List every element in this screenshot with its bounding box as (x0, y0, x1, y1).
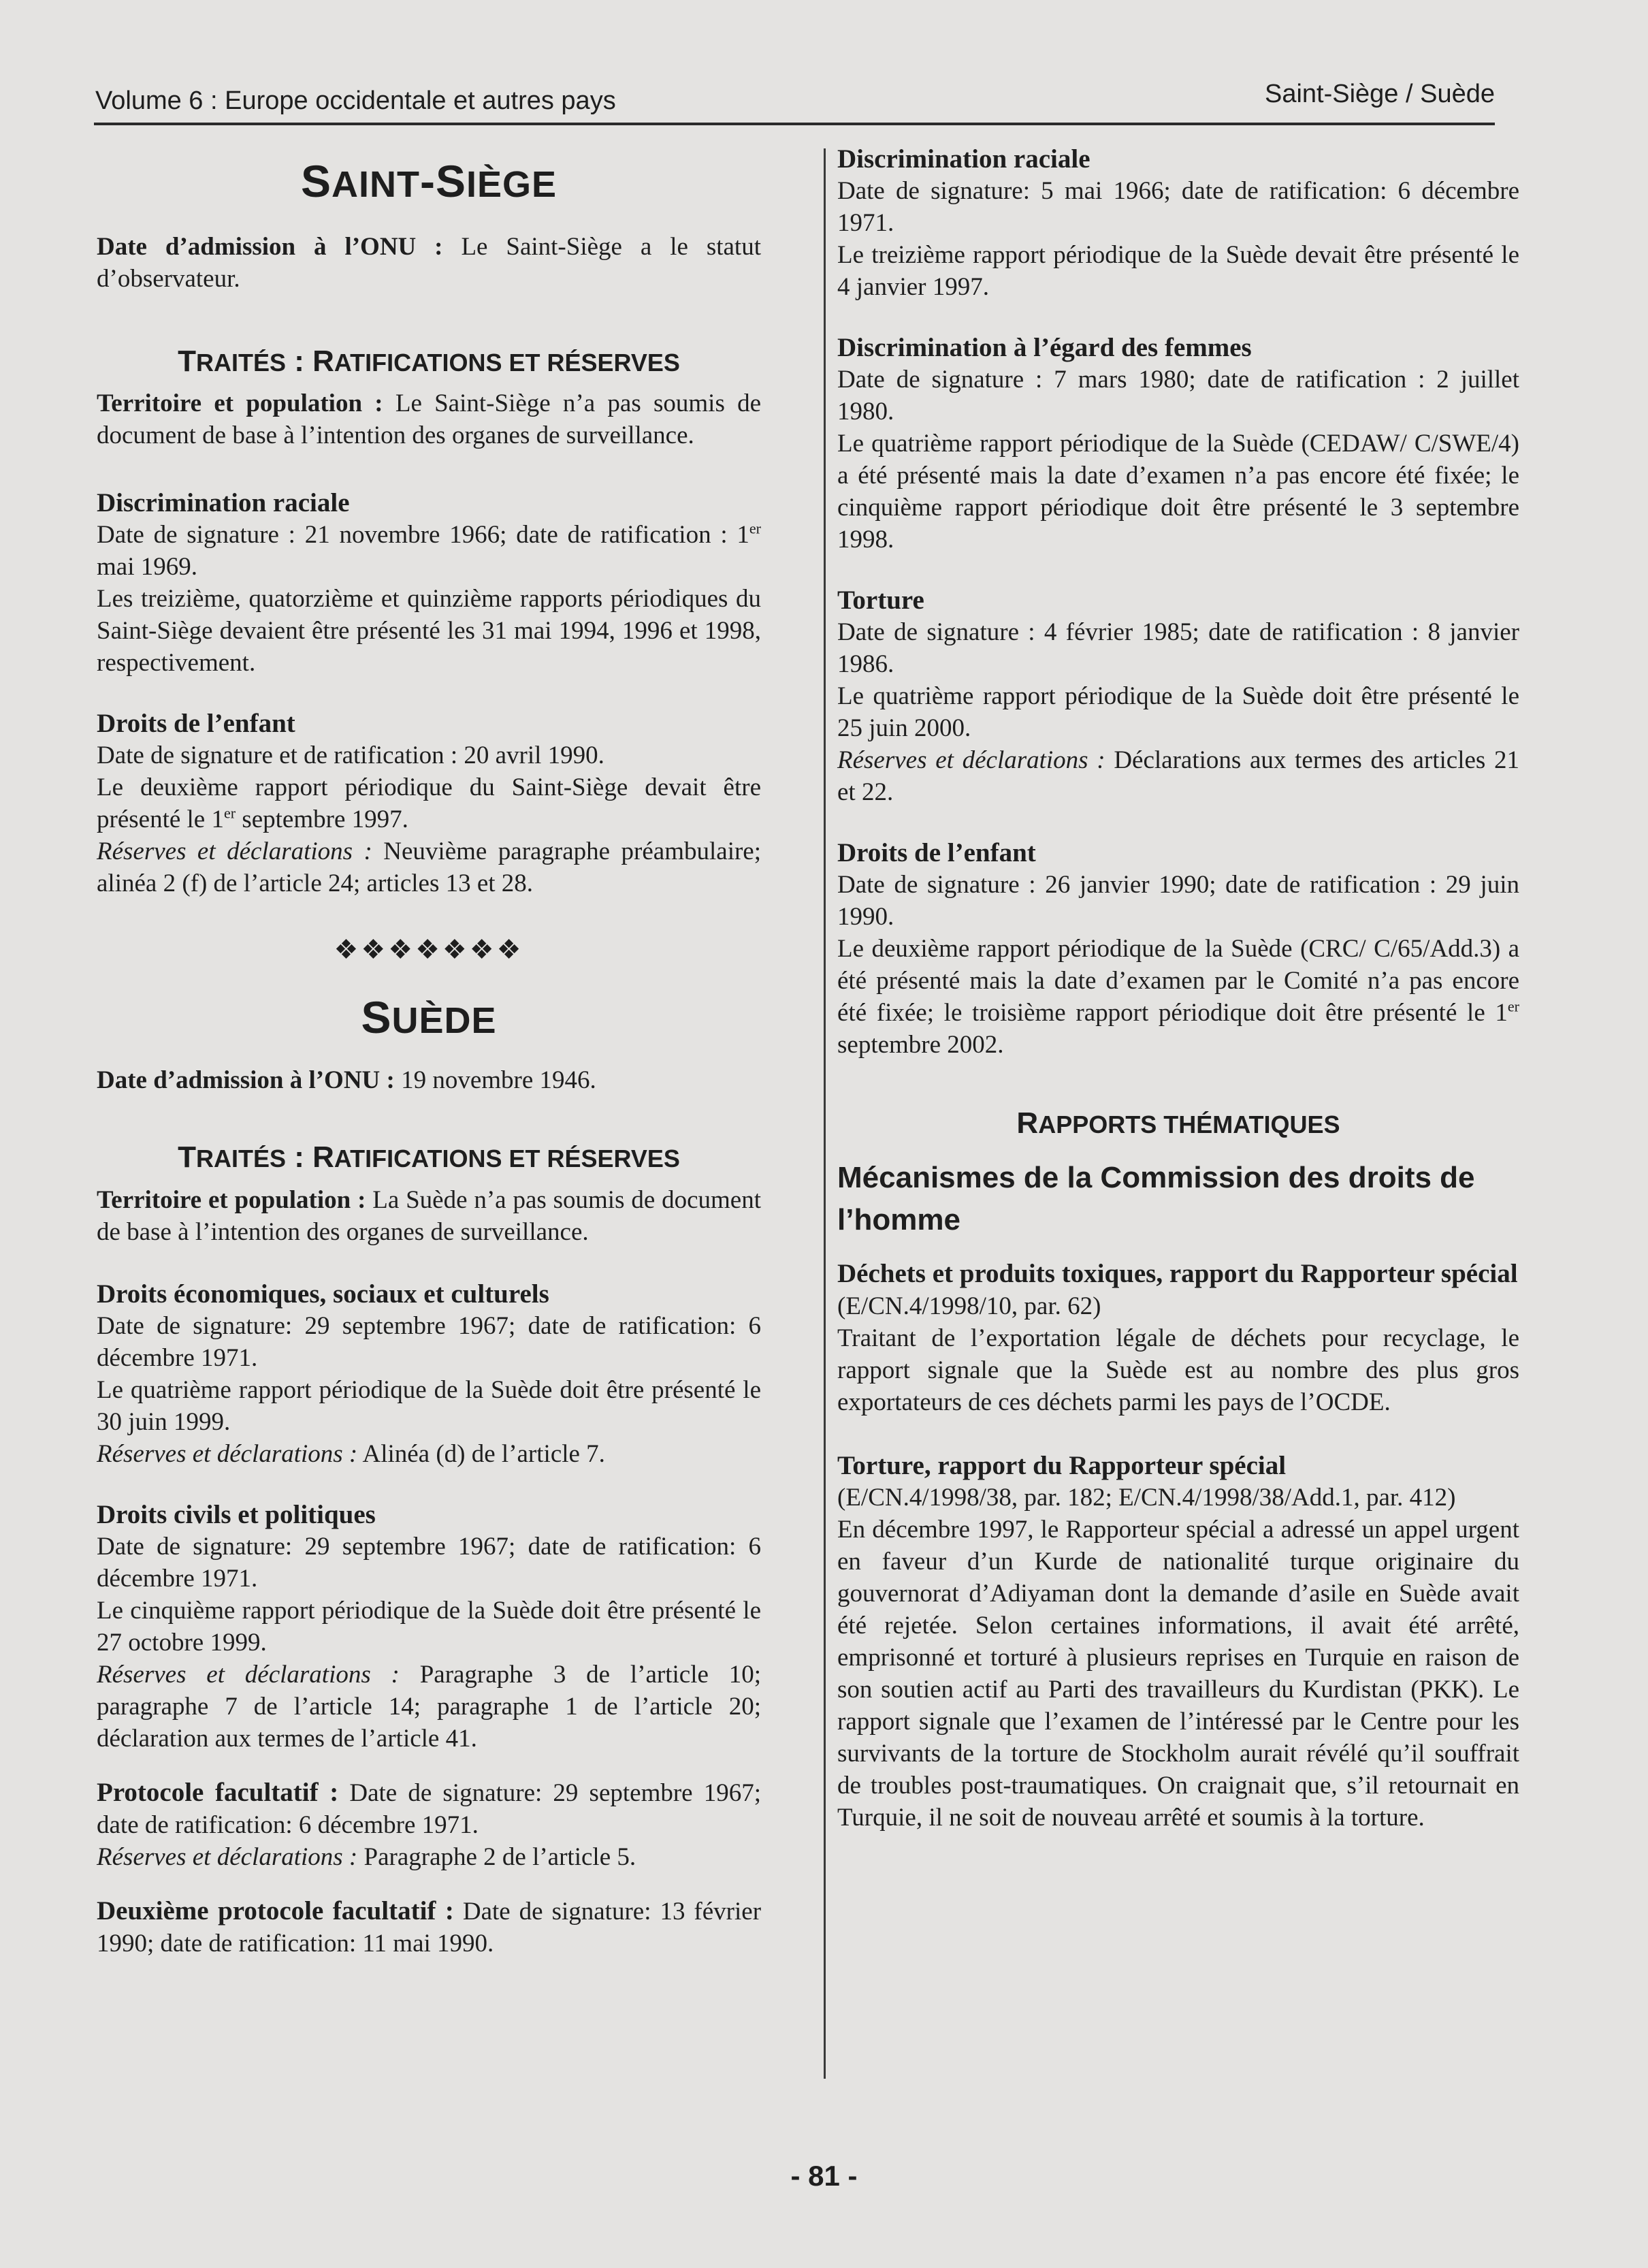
saint-siege-treaties-heading: TRAITÉS : RATIFICATIONS ET RÉSERVES (178, 344, 680, 378)
page-number: - 81 - (790, 2160, 858, 2192)
saint-siege-discrimination-raciale: Discrimination raciale Date de signature : 21 novembre 1966; date de ratification : 1er mai 1969. Les treizième, quatorzième et quinzième rapports périodiques du Saint-Siège devaient être présenté les 31 mai 1994, 1996 et 1998, respectivement. (97, 488, 761, 677)
suede-protocole-facultatif: Protocole facultatif : Date de signature: 29 septembre 1967; date de ratification: 6 décembre 1971. Réserves et déclarations : Paragraphe 2 de l’article 5. (97, 1777, 762, 1871)
column-divider (824, 148, 826, 2079)
suede-deuxieme-protocole: Deuxième protocole facultatif : Date de signature: 13 février 1990; date de ratification: 11 mai 1990. (97, 1896, 762, 1958)
saint-siege-droits-enfant: Droits de l’enfant Date de signature et de ratification : 20 avril 1990. Le deuxième rapport périodique du Saint-Siège devait être présenté le 1er septembre 1997. Réserves et déclarations : Neuvième paragraphe préambulaire; alinéa 2 (f) de l’article 24; articles 13 et 28. (97, 709, 761, 898)
suede-title: SUÈDE (361, 992, 497, 1043)
header-country-names: Saint-Siège / Suède (1264, 80, 1495, 108)
suede-droits-enfant: Droits de l’enfant Date de signature : 26 janvier 1990; date de ratification : 29 juin 1990. Le deuxième rapport périodique de la Suède (CRC/ C/65/Add.3) a été présenté mais la date d’examen par le Comité n’a pas encore été fixée; le troisième rapport périodique doit être présenté le 1er septembre 2002. (837, 838, 1519, 1059)
suede-discrimination-raciale: Discrimination raciale Date de signature: 5 mai 1966; date de ratification: 6 décembre 1971. Le treizième rapport périodique de la Suède devait être présenté le 4 janvier 1997. (837, 144, 1519, 301)
left-column (97, 133, 761, 1984)
suede-admission: Date d’admission à l’ONU : 19 novembre 1946. (97, 1066, 596, 1094)
saint-siege-territoire: Territoire et population : Le Saint-Siège n’a pas soumis de document de base à l’intention des organes de surveillance. (97, 389, 762, 450)
suede-territoire: Territoire et population : La Suède n’a pas soumis de document de base à l’intention des organes de surveillance. (97, 1185, 761, 1246)
running-header (94, 63, 1495, 125)
saint-siege-title: SAINT-SIÈGE (300, 156, 558, 206)
suede-discrimination-femmes: Discrimination à l’égard des femmes Date de signature : 7 mars 1980; date de ratification : 2 juillet 1980. Le quatrième rapport périodique de la Suède (CEDAW/ C/SWE/4) a été présenté mais la date d’examen n’a pas encore été fixée; le cinquième rapport périodique doit être présenté le 3 septembre 1998. (837, 333, 1519, 554)
mecanismes-heading: Mécanismes de la Commission des droits de l’homme (837, 1160, 1475, 1236)
suede-treaties-heading: TRAITÉS : RATIFICATIONS ET RÉSERVES (178, 1140, 680, 1174)
header-volume-title: Volume 6 : Europe occidentale et autres pays (95, 86, 616, 115)
section-ornament: ❖❖❖❖❖❖❖ (334, 934, 524, 965)
right-column (837, 143, 1519, 1858)
suede-droits-economiques: Droits économiques, sociaux et culturels Date de signature: 29 septembre 1967; date de ratification: 6 décembre 1971. Le quatrième rapport périodique de la Suède doit être présenté le 30 juin 1999. Réserves et déclarations : Alinéa (d) de l’article 7. (97, 1279, 761, 1468)
dechets-toxiques-report: Déchets et produits toxiques, rapport du Rapporteur spécial (E/CN.4/1998/10, par. 62) Traitant de l’exportation légale de déchets pour recyclage, le rapport signale que la Suède est au nombre des plus gros exportateurs de ces déchets parmi les pays de l’OCDE. (837, 1258, 1519, 1416)
suede-torture: Torture Date de signature : 4 février 1985; date de ratification : 8 janvier 1986. Le quatrième rapport périodique de la Suède doit être présenté le 25 juin 2000. Réserves et déclarations : Déclarations aux termes des articles 21 et 22. (837, 586, 1519, 806)
rapports-thematiques-heading: RAPPORTS THÉMATIQUES (1016, 1106, 1340, 1140)
saint-siege-admission: Date d’admission à l’ONU : Le Saint-Siège a le statut d’observateur. (97, 232, 761, 293)
suede-droits-civils: Droits civils et politiques Date de signature: 29 septembre 1967; date de ratification: 6 décembre 1971. Le cinquième rapport périodique de la Suède doit être présenté le 27 octobre 1999. Réserves et déclarations : Paragraphe 3 de l’article 10; paragraphe 7 de l’article 14; paragraphe 1 de l’article 20; déclaration aux termes de l’article 41. (97, 1499, 762, 1753)
torture-rapporteur-report: Torture, rapport du Rapporteur spécial (E/CN.4/1998/38, par. 182; E/CN.4/1998/38/Add.1, par. 412) En décembre 1997, le Rapporteur spécial a adressé un appel urgent en faveur d’un Kurde de nationalité turque originaire du gouvernorat d’Adiyaman dont la demande d’asile en Suède avait été rejetée. Selon certaines informations, il avait été arrêté, emprisonné et torturé à plusieurs reprises en Turquie en raison de son soutien actif au Parti des travailleurs du Kurdistan (PKK). Le rapport signale que l’examen de l’intéressé par le Centre pour les survivants de la torture de Stockholm aurait révélé qu’il souffrait de troubles post-traumatiques. On craignait que, s’il retournait en Turquie, il ne soit de nouveau arrêté et soumis à la torture. (837, 1450, 1519, 1832)
